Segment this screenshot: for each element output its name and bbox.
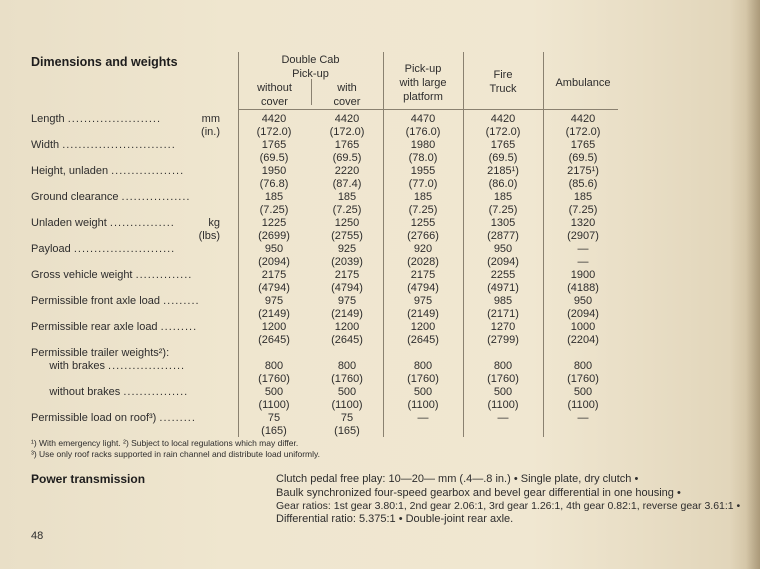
table-cell: (2149) [331,308,363,320]
table-cell: 185 [413,191,433,203]
table-cell: (1100) [567,399,599,411]
leader-dots: .............. [135,269,193,281]
table-cell: (7.25) [332,204,362,216]
table-cell: (85.6) [568,178,598,190]
row-label [31,269,192,281]
table-cell: (165) [261,425,287,437]
column-sub-label: cover [333,96,361,108]
row-label-text: with brakes [31,360,105,372]
section-title: Dimensions and weights [31,55,178,69]
footnote: ¹) With emergency light. ²) Subject to local regulations which may differ. [31,438,299,448]
table-cell: 4420 [334,113,360,125]
column-header-ambulance [543,76,623,90]
header-rule [238,109,618,110]
column-label-line: Fire [493,69,513,81]
table-cell: (2204) [567,334,599,346]
table-cell: (7.25) [259,204,289,216]
table-cell: (69.5) [259,152,289,164]
column-header-fire-truck [463,68,543,96]
table-cell: 800 [337,360,357,372]
leader-dots: ................ [123,386,189,398]
table-cell: 500 [413,386,433,398]
row-label [31,139,176,151]
table-cell: (1760) [407,373,439,385]
table-cell: 4470 [410,113,436,125]
table-cell: (2039) [331,256,363,268]
table-cell: 1200 [410,321,436,333]
table-cell: (172.0) [485,126,521,138]
table-cell: 950 [573,295,593,307]
table-cell: 950 [493,243,513,255]
table-cell: 975 [413,295,433,307]
row-label [31,217,175,229]
column-label-line: Ambulance [555,77,611,89]
table-cell: (2645) [407,334,439,346]
leader-dots: .................. [111,165,185,177]
footnote: ³) Use only roof racks supported in rain channel and distribute load uniformly. [31,449,320,459]
table-cell: 920 [413,243,433,255]
table-cell: 4420 [490,113,516,125]
table-cell: (2094) [258,256,290,268]
table-cell: (69.5) [488,152,518,164]
page-gutter-shadow [746,0,760,569]
table-cell: 2185¹) [487,165,519,177]
table-cell: (2799) [487,334,519,346]
table-cell: (172.0) [565,126,601,138]
leader-dots: ................ [109,217,175,229]
table-cell: 1305 [490,217,516,229]
table-cell: (4971) [487,282,519,294]
column-header-large-platform [383,62,463,104]
table-cell: — [417,412,429,424]
row-label [31,295,200,307]
table-cell: (4794) [331,282,363,294]
table-cell: 975 [337,295,357,307]
leader-dots: ....................... [67,113,162,125]
column-group-label: Double Cab [281,54,340,66]
table-cell: 2175¹) [567,165,599,177]
table-cell: (69.5) [568,152,598,164]
table-cell: 1320 [570,217,596,229]
table-cell: 1900 [570,269,596,281]
table-cell: 800 [264,360,284,372]
column-header-with-cover [311,81,383,109]
table-cell: 925 [337,243,357,255]
table-cell: (165) [334,425,360,437]
table-cell: 1765 [490,139,516,151]
table-cell: (1100) [487,399,519,411]
leader-dots: ................. [121,191,191,203]
table-cell: 2175 [261,269,287,281]
power-line: Gear ratios: 1st gear 3.80:1, 2nd gear 2.06:1, 3rd gear 1.26:1, 4th gear 0.82:1, reverse gear 3.61:1 • [276,500,741,512]
leader-dots: ............................ [62,139,176,151]
row-label-text: Length [31,113,65,125]
table-cell: 2255 [490,269,516,281]
row-label [31,113,161,125]
table-cell: 800 [573,360,593,372]
table-cell: (4794) [258,282,290,294]
table-cell: (1760) [487,373,519,385]
table-cell: (1100) [407,399,439,411]
row-label-text: Permissible load on roof³) [31,412,157,424]
row-label [31,412,196,424]
column-label-line: platform [403,91,443,103]
row-label-text: without brakes [31,386,121,398]
table-cell: (2149) [407,308,439,320]
column-label-line: Truck [489,83,517,95]
table-cell: (2766) [407,230,439,242]
column-group-label: Pick-up [292,68,329,80]
row-label [31,165,184,177]
table-cell: (4188) [567,282,599,294]
table-cell: (2094) [487,256,519,268]
row-unit: mm [201,113,220,125]
row-label [31,321,197,333]
table-cell: (4794) [407,282,439,294]
table-cell: 185 [573,191,593,203]
table-cell: 2175 [334,269,360,281]
table-cell: 1250 [334,217,360,229]
table-cell: 185 [337,191,357,203]
leader-dots: ......................... [73,243,176,255]
row-label-text: Permissible rear axle load [31,321,158,333]
column-sub-label: with [337,82,357,94]
column-sub-label: cover [261,96,288,108]
row-unit: (lbs) [198,230,220,242]
table-cell: (2877) [487,230,519,242]
table-cell: 500 [264,386,284,398]
row-label [31,347,172,359]
table-cell: 1950 [261,165,287,177]
table-cell: (172.0) [256,126,292,138]
table-cell: (87.4) [332,178,362,190]
table-cell: 1255 [410,217,436,229]
table-cell: 800 [493,360,513,372]
leader-dots: ......... [160,321,198,333]
power-line: Clutch pedal free play: 10—20— mm (.4—.8 in.) • Single plate, dry clutch • [276,473,639,485]
table-cell: (76.8) [259,178,289,190]
table-cell: (77.0) [408,178,438,190]
row-label [31,386,188,398]
table-cell: 1000 [570,321,596,333]
table-cell: 2175 [410,269,436,281]
table-cell: (2094) [567,308,599,320]
table-cell: (2171) [487,308,519,320]
table-cell: 75 [340,412,354,424]
table-cell: (176.0) [405,126,441,138]
table-cell: 1980 [410,139,436,151]
row-label-text: Width [31,139,60,151]
table-cell: (2755) [331,230,363,242]
table-cell: (1100) [331,399,363,411]
power-line: Baulk synchronized four-speed gearbox and bevel gear differential in one housing • [276,487,681,499]
leader-dots: ................... [108,360,186,372]
power-line: Differential ratio: 5.375:1 • Double-joint rear axle. [276,513,514,525]
leader-dots: ......... [163,295,200,307]
table-cell: 75 [267,412,281,424]
table-cell: (1760) [567,373,599,385]
table-cell: (2645) [258,334,290,346]
table-cell: (2907) [567,230,599,242]
table-cell: 500 [493,386,513,398]
table-cell: 500 [573,386,593,398]
table-cell: 985 [493,295,513,307]
leader-dots: ......... [159,412,196,424]
table-cell: 1765 [261,139,287,151]
table-cell: (2149) [258,308,290,320]
table-cell: 975 [264,295,284,307]
table-cell: 185 [493,191,513,203]
table-cell: 1200 [334,321,360,333]
row-label-text: Height, unladen [31,165,109,177]
row-label-text: Unladen weight [31,217,107,229]
row-label-text: Payload [31,243,71,255]
table-cell: 800 [413,360,433,372]
table-cell: (2699) [258,230,290,242]
row-label [31,360,185,372]
table-cell: 1955 [410,165,436,177]
table-cell: — [577,412,589,424]
table-cell: (1760) [331,373,363,385]
table-cell: (78.0) [408,152,438,164]
column-sub-label: without [257,82,292,94]
row-label-text: Permissible front axle load [31,295,161,307]
table-cell: 1270 [490,321,516,333]
page-number: 48 [31,530,44,542]
row-label-text: Permissible trailer weights²): [31,347,170,359]
table-cell: (7.25) [408,204,438,216]
table-cell: (1100) [258,399,290,411]
table-cell: — [497,412,509,424]
row-label [31,191,190,203]
table-cell: (1760) [258,373,290,385]
table-cell: (86.0) [488,178,518,190]
table-cell: 500 [337,386,357,398]
table-cell: 1765 [334,139,360,151]
table-cell: 2220 [334,165,360,177]
table-cell: (7.25) [568,204,598,216]
table-cell: (69.5) [332,152,362,164]
table-cell: — [577,243,589,255]
power-transmission-title: Power transmission [31,472,146,486]
table-cell: (172.0) [329,126,365,138]
row-label [31,243,175,255]
table-cell: 4420 [570,113,596,125]
table-cell: (7.25) [488,204,518,216]
table-cell: (2028) [407,256,439,268]
column-label-line: with large [399,77,447,89]
table-cell: 1200 [261,321,287,333]
row-unit: (in.) [201,126,220,138]
table-cell: 1765 [570,139,596,151]
table-cell: 185 [264,191,284,203]
column-header-double-cab [238,53,383,81]
row-label-text: Ground clearance [31,191,119,203]
row-unit: kg [208,217,220,229]
column-label-line: Pick-up [404,63,442,75]
column-header-without-cover [238,81,311,109]
table-cell: (2645) [331,334,363,346]
row-label-text: Gross vehicle weight [31,269,133,281]
table-cell: 950 [264,243,284,255]
table-cell: 4420 [261,113,287,125]
table-cell: 1225 [261,217,287,229]
table-cell: — [577,256,589,268]
